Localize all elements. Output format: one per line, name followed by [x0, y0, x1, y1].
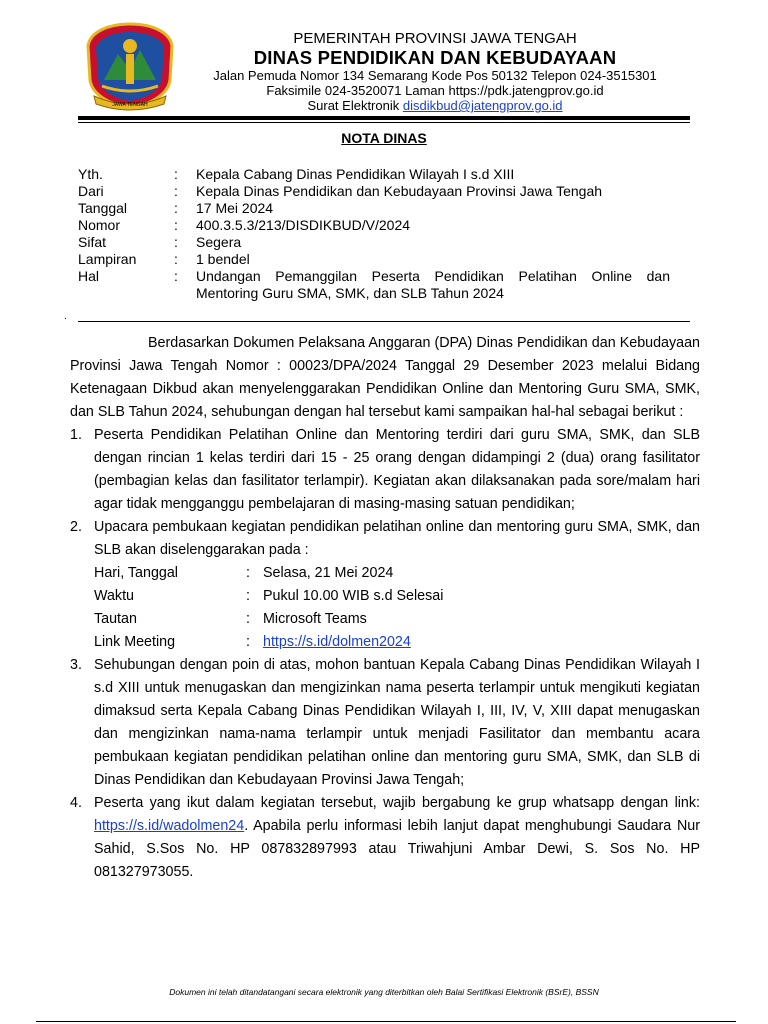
meta-row — [78, 217, 678, 234]
meta-key: Tanggal — [78, 200, 128, 216]
intro-paragraph: Berdasarkan Dokumen Pelaksana Anggaran (DPA) Dinas Pendidikan dan Kebudayaan Provinsi Jawa Tengah Nomor : 00023/DPA/2024 Tanggal 29 Desember 2023 melalui Bidang Ketenagaan Dikbud akan menyelenggarakan Pendidikan Online dan Mentoring Guru SMA, SMK, dan SLB Tahun 2024, sehubungan dengan hal tersebut kami sampaikan hal-hal sebagai berikut : — [70, 335, 700, 420]
list-item — [70, 424, 700, 516]
list-number: 4. — [70, 795, 82, 811]
meta-key: Nomor — [78, 217, 121, 233]
schedule-row — [94, 631, 700, 654]
schedule-value: Microsoft Teams — [263, 611, 367, 627]
meta-row — [78, 166, 678, 183]
meta-value: Kepala Dinas Pendidikan dan Kebudayaan Provinsi Jawa Tengah — [196, 183, 603, 199]
schedule-value: Selasa, 21 Mei 2024 — [263, 565, 394, 581]
footer-rule — [36, 1021, 736, 1022]
meta-key: Sifat — [78, 234, 107, 250]
meta-value: Kepala Cabang Dinas Pendidikan Wilayah I s.d XIII — [196, 166, 515, 182]
email-line — [185, 98, 685, 113]
meta-value: 1 bendel — [196, 251, 250, 267]
header-rule-thin — [78, 122, 690, 123]
meta-colon: : — [174, 200, 178, 216]
list-item — [70, 516, 700, 562]
schedule-row — [94, 562, 700, 585]
list-number: 2. — [70, 519, 82, 535]
schedule-row — [94, 585, 700, 608]
meta-colon: : — [174, 183, 178, 199]
list-text-after: . Apabila perlu informasi lebih lanjut dapat menghubungi Saudara Nur Sahid, S.Sos No. HP 087832897993 atau Triwahjuni Ambar Dewi, S. Sos No. HP 081327973055. — [94, 818, 700, 880]
agency-name: DINAS PENDIDIKAN DAN KEBUDAYAAN — [253, 47, 617, 68]
memo-body — [70, 332, 700, 884]
schedule-key: Link Meeting — [94, 634, 176, 650]
fax-website-line: Faksimile 024-3520071 Laman https://pdk.jatengprov.go.id — [266, 83, 604, 98]
memo-meta-table — [78, 166, 678, 302]
meeting-link[interactable]: https://s.id/dolmen2024 — [263, 634, 411, 650]
government-name: PEMERINTAH PROVINSI JAWA TENGAH — [293, 30, 577, 47]
list-number: 1. — [70, 427, 82, 443]
jawa-tengah-emblem-logo — [82, 20, 178, 112]
schedule-table — [94, 562, 700, 654]
schedule-key: Tautan — [94, 611, 137, 627]
list-number: 3. — [70, 657, 82, 673]
esign-footer: Dokumen ini telah ditandatangani secara elektronik yang diterbitkan oleh Balai Sertifikasi Elektronik (BSrE), BSSN — [169, 987, 599, 997]
meta-colon: : — [174, 268, 178, 284]
list-text: Upacara pembukaan kegiatan pendidikan pelatihan online dan mentoring guru SMA, SMK, dan SLB akan diselenggarakan pada : — [94, 519, 700, 558]
email-link[interactable]: disdikbud@jatengprov.go.id — [402, 98, 563, 113]
logo-caption: JAWA TENGAH — [112, 102, 148, 108]
address-line: Jalan Pemuda Nomor 134 Semarang Kode Pos 50132 Telepon 024-3515301 — [213, 68, 657, 83]
list-text: Peserta Pendidikan Pelatihan Online dan Mentoring terdiri dari guru SMA, SMK, dan SLB dengan rincian 1 kelas terdiri dari 15 - 25 orang dengan didampingi 2 (dua) orang fasilitator (pembagian kelas dan fasilitator terlampir). Kegiatan akan dilaksanakan pada sore/malam hari agar tidak mengganggu pembelajaran di masing-masing satuan pendidikan; — [94, 427, 700, 512]
schedule-row — [94, 608, 700, 631]
meta-value: 400.3.5.3/213/DISDIKBUD/V/2024 — [196, 217, 411, 233]
schedule-colon: : — [246, 611, 250, 627]
list-item — [70, 792, 700, 884]
list-item — [70, 654, 700, 792]
meta-value: Undangan Pemanggilan Peserta Pendidikan Pelatihan Online dan Mentoring Guru SMA, SMK, dan SLB Tahun 2024 — [196, 268, 670, 301]
meta-colon: : — [174, 217, 178, 233]
meta-row — [78, 234, 678, 251]
list-text-before: Peserta yang ikut dalam kegiatan tersebut, wajib bergabung ke grup whatsapp dengan link: — [94, 795, 700, 811]
meta-divider — [78, 321, 690, 322]
schedule-colon: : — [246, 565, 250, 581]
whatsapp-group-link[interactable]: https://s.id/wadolmen24 — [94, 818, 245, 834]
schedule-colon: : — [246, 634, 250, 650]
meta-key: Lampiran — [78, 251, 137, 267]
meta-row — [78, 183, 678, 200]
meta-value: 17 Mei 2024 — [196, 200, 274, 216]
email-label: Surat Elektronik — [307, 98, 400, 113]
letterhead — [185, 30, 685, 113]
header-rule-thick — [78, 116, 690, 120]
meta-value: Segera — [196, 234, 242, 250]
meta-row — [78, 251, 678, 268]
meta-colon: : — [174, 251, 178, 267]
document-title: NOTA DINAS — [341, 130, 427, 146]
meta-key: Dari — [78, 183, 104, 199]
meta-colon: : — [174, 234, 178, 250]
list-text — [94, 792, 700, 884]
schedule-key: Hari, Tanggal — [94, 565, 178, 581]
stray-mark: . — [64, 311, 67, 322]
schedule-value: Pukul 10.00 WIB s.d Selesai — [263, 588, 444, 604]
schedule-colon: : — [246, 588, 250, 604]
meta-colon: : — [174, 166, 178, 182]
list-text: Sehubungan dengan poin di atas, mohon bantuan Kepala Cabang Dinas Pendidikan Wilayah I s.d XIII untuk menugaskan dan mengizinkan nama peserta terlampir untuk mengikuti kegiatan dimaksud serta Kepala Cabang Dinas Pendidikan Wilayah I, III, IV, V, XIII dapat menugaskan dan mengizinkan nama-nama terlampir untuk menjadi Fasilitator dan membantu acara pembukaan kegiatan pendidikan pelatihan online dan mentoring guru SMA, SMK, dan SLB di Dinas Pendidikan dan Kebudayaan Provinsi Jawa Tengah; — [94, 657, 700, 788]
meta-key: Hal — [78, 268, 100, 284]
meta-row — [78, 268, 678, 302]
meta-row — [78, 200, 678, 217]
schedule-key: Waktu — [94, 588, 134, 604]
meta-key: Yth. — [78, 166, 103, 182]
